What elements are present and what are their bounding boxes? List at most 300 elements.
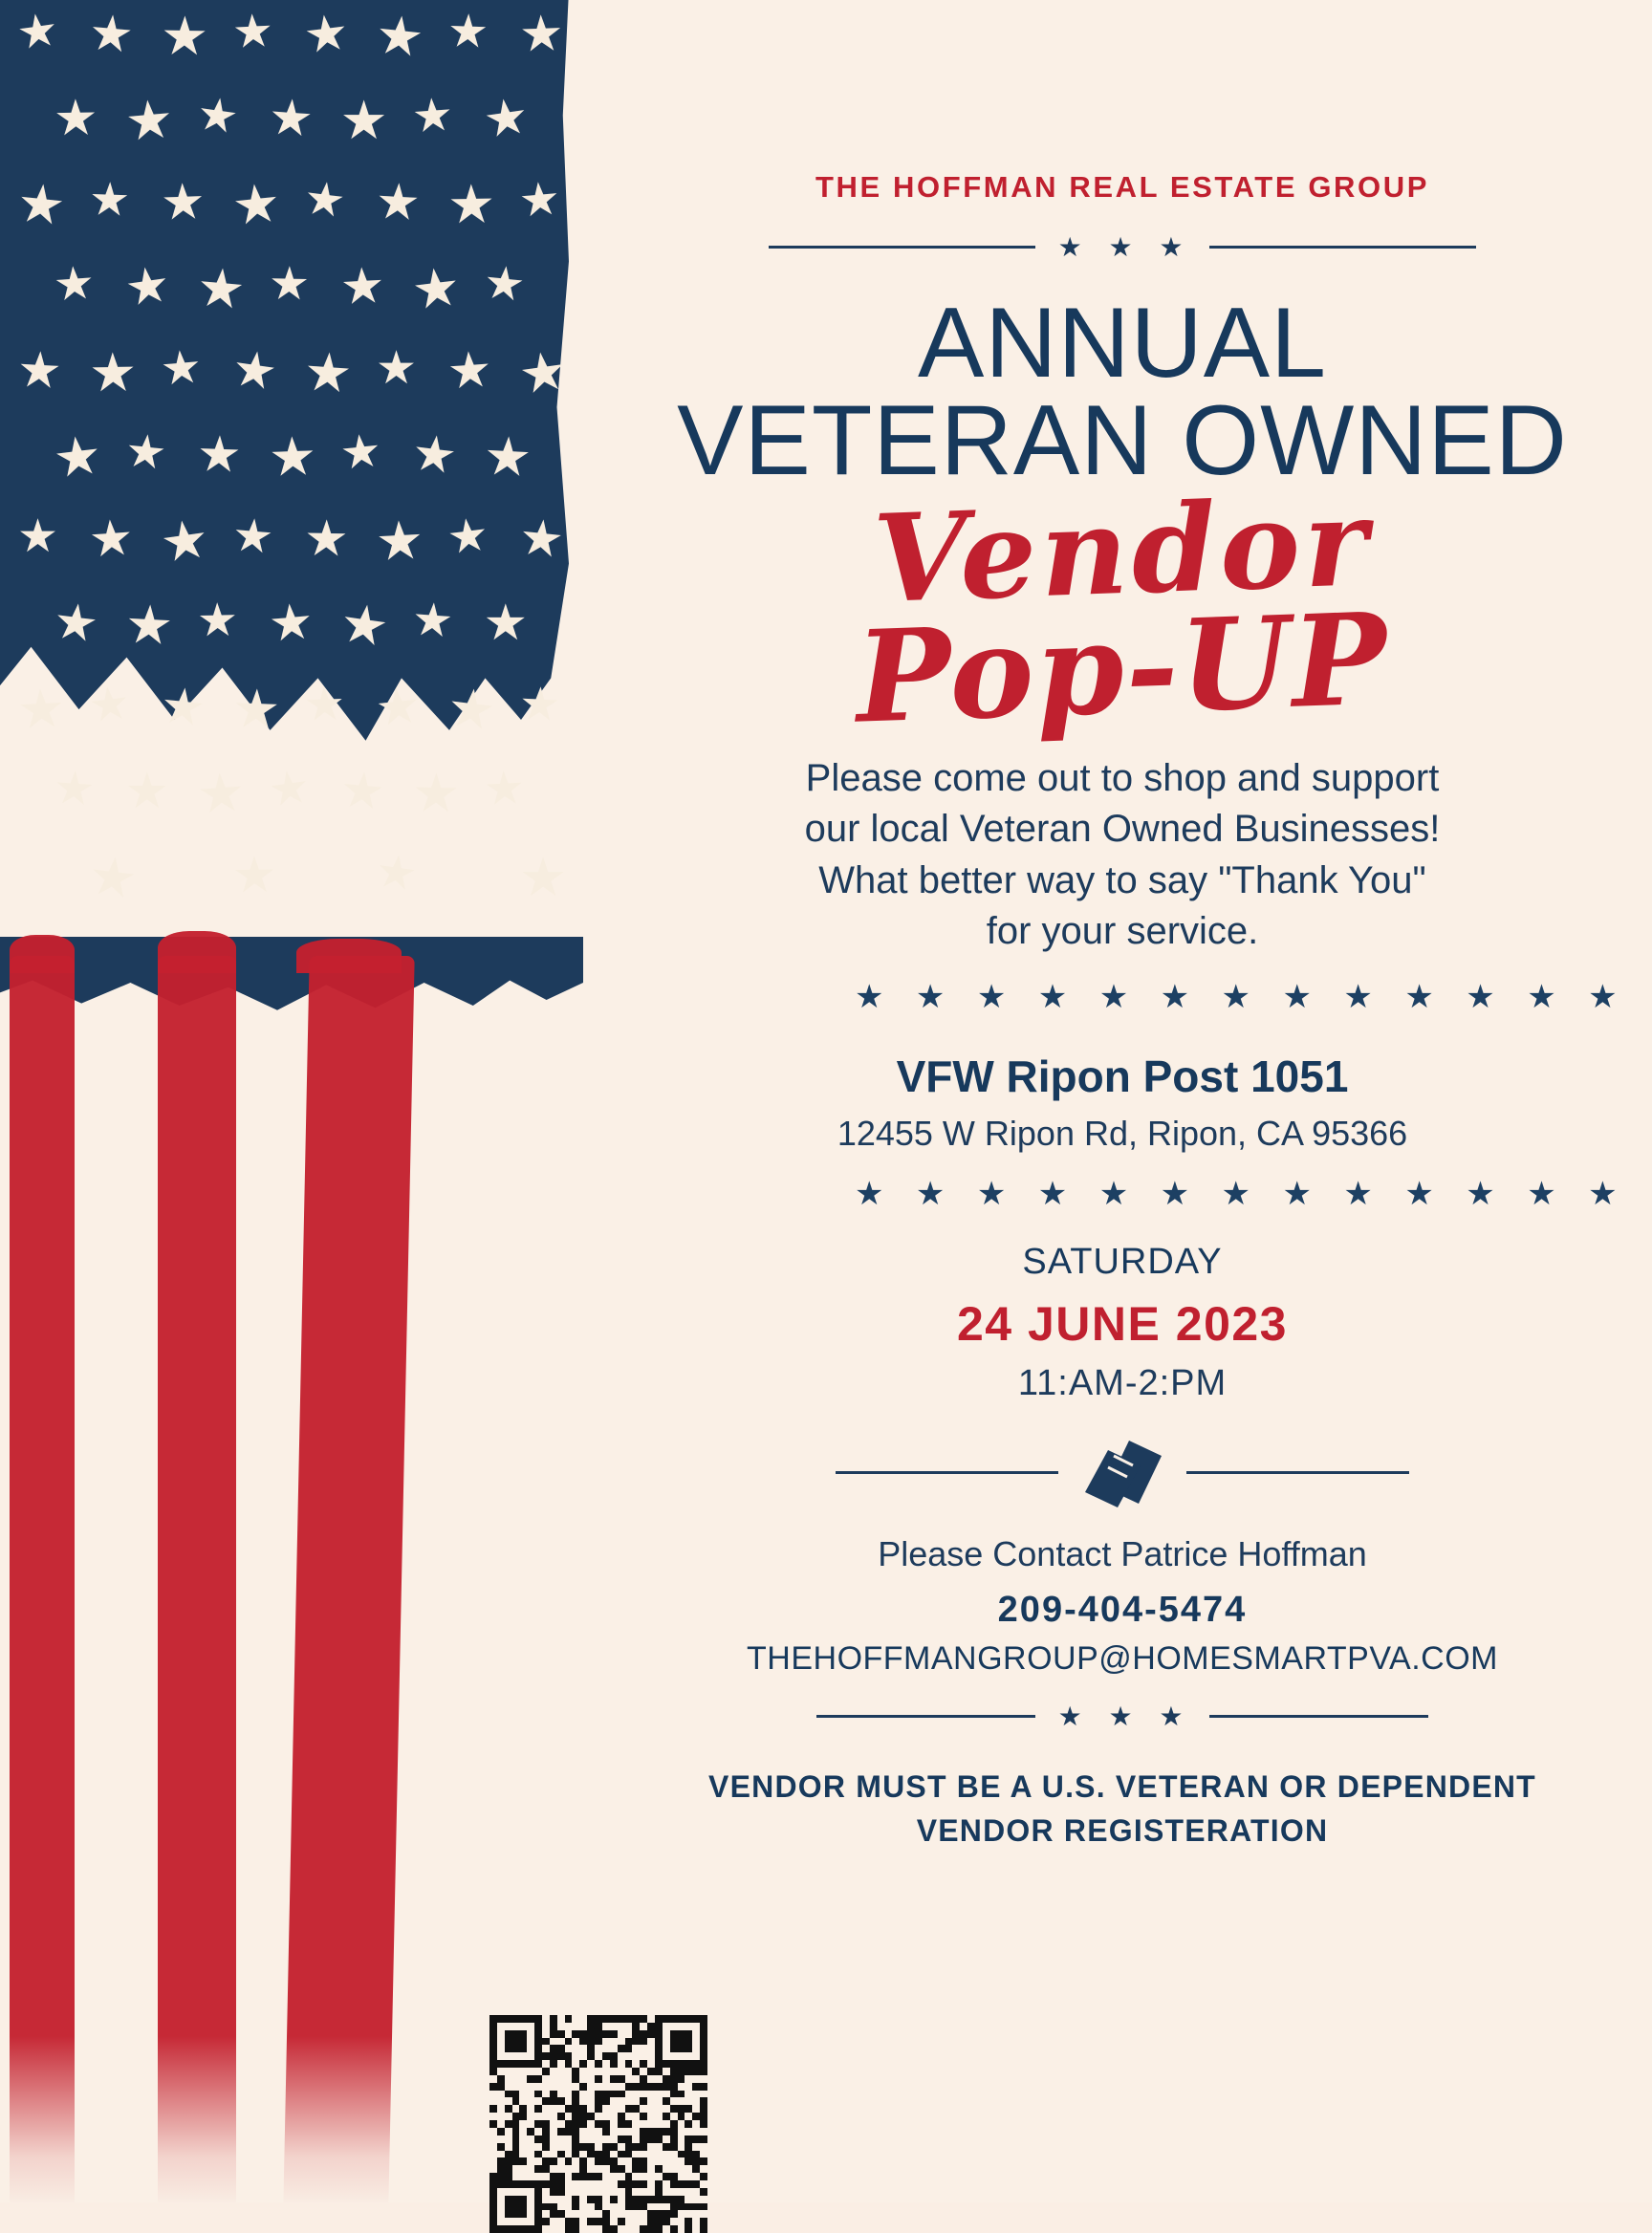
qr-module <box>542 2203 550 2211</box>
qr-module <box>610 2015 618 2023</box>
qr-module <box>579 2210 587 2218</box>
ticket-icon <box>1079 1437 1165 1509</box>
qr-module <box>489 2143 497 2151</box>
qr-module <box>557 2157 565 2165</box>
qr-module <box>550 2157 557 2165</box>
qr-module <box>640 2105 647 2113</box>
qr-module <box>640 2120 647 2128</box>
qr-module <box>527 2157 534 2165</box>
qr-module <box>632 2105 640 2113</box>
qr-module <box>595 2023 602 2030</box>
qr-module <box>557 2188 565 2196</box>
description-text: Please come out to shop and support our local Veteran Owned Businesses! What better way to say "Thank You" for your service. <box>804 757 1441 952</box>
qr-module <box>670 2023 678 2030</box>
qr-module <box>632 2015 640 2023</box>
qr-module <box>595 2128 602 2135</box>
flag-star: ★ <box>121 87 176 153</box>
qr-module <box>632 2210 640 2218</box>
qr-module <box>587 2151 595 2158</box>
qr-module <box>655 2143 663 2151</box>
qr-module <box>640 2038 647 2046</box>
flag-star: ★ <box>229 509 276 564</box>
qr-module <box>670 2060 678 2068</box>
qr-module <box>678 2165 685 2173</box>
qr-module <box>579 2045 587 2052</box>
qr-module <box>512 2210 520 2218</box>
qr-module <box>655 2157 663 2165</box>
qr-module <box>610 2052 618 2060</box>
qr-module <box>587 2203 595 2211</box>
contact-email[interactable]: THEHOFFMANGROUP@HOMESMARTPVA.COM <box>747 1639 1498 1677</box>
qr-module <box>692 2113 700 2120</box>
qr-module <box>700 2113 707 2120</box>
qr-module <box>489 2052 497 2060</box>
qr-module <box>527 2113 534 2120</box>
qr-module <box>678 2045 685 2052</box>
qr-module <box>632 2038 640 2046</box>
qr-module <box>595 2203 602 2211</box>
qr-module <box>550 2173 557 2180</box>
qr-module <box>678 2038 685 2046</box>
qr-module <box>595 2218 602 2225</box>
qr-module <box>579 2030 587 2038</box>
qr-module <box>505 2165 512 2173</box>
qr-module <box>579 2075 587 2083</box>
qr-module <box>700 2196 707 2203</box>
qr-module <box>595 2097 602 2105</box>
flag-stripe <box>10 956 75 2202</box>
qr-module <box>655 2188 663 2196</box>
qr-module <box>550 2135 557 2143</box>
qr-module <box>640 2157 647 2165</box>
qr-module <box>678 2023 685 2030</box>
qr-module <box>632 2180 640 2188</box>
qr-module <box>489 2045 497 2052</box>
qr-module <box>640 2165 647 2173</box>
qr-module <box>489 2218 497 2225</box>
qr-module <box>505 2075 512 2083</box>
qr-module <box>640 2188 647 2196</box>
qr-module <box>505 2180 512 2188</box>
qr-module <box>519 2218 527 2225</box>
qr-module <box>640 2060 647 2068</box>
qr-module <box>625 2075 633 2083</box>
qr-module <box>587 2045 595 2052</box>
qr-module <box>512 2180 520 2188</box>
qr-module <box>550 2045 557 2052</box>
qr-module <box>670 2068 678 2075</box>
flag-star: ★ <box>49 423 105 489</box>
qr-module <box>602 2157 610 2165</box>
contact-person: Please Contact Patrice Hoffman <box>878 1533 1367 1573</box>
qr-module <box>602 2091 610 2098</box>
qr-module <box>625 2091 633 2098</box>
qr-module <box>625 2173 633 2180</box>
qr-module <box>542 2030 550 2038</box>
qr-module <box>618 2151 625 2158</box>
qr-module <box>655 2060 663 2068</box>
qr-module <box>527 2060 534 2068</box>
qr-module <box>655 2225 663 2233</box>
qr-module <box>670 2045 678 2052</box>
qr-module <box>519 2157 527 2165</box>
qr-module <box>640 2128 647 2135</box>
qr-module <box>550 2203 557 2211</box>
qr-module <box>565 2113 573 2120</box>
qr-module <box>602 2045 610 2052</box>
qr-module <box>663 2203 670 2211</box>
qr-module <box>685 2015 692 2023</box>
qr-module <box>542 2105 550 2113</box>
qr-module <box>640 2203 647 2211</box>
qr-module <box>632 2128 640 2135</box>
qr-module <box>647 2030 655 2038</box>
qr-module <box>565 2180 573 2188</box>
flag-star: ★ <box>444 676 499 742</box>
divider-line-left <box>769 246 1035 249</box>
qr-module <box>640 2068 647 2075</box>
qr-module <box>505 2060 512 2068</box>
qr-module <box>632 2060 640 2068</box>
qr-module <box>519 2083 527 2091</box>
qr-module <box>595 2038 602 2046</box>
flag-star: ★ <box>86 5 137 64</box>
qr-module <box>663 2157 670 2165</box>
qr-module <box>685 2075 692 2083</box>
qr-module <box>550 2113 557 2120</box>
qr-module <box>692 2218 700 2225</box>
qr-module <box>534 2120 542 2128</box>
venue-address: 12455 W Ripon Rd, Ripon, CA 95366 <box>837 1113 1408 1153</box>
qr-module <box>625 2180 633 2188</box>
qr-module <box>685 2052 692 2060</box>
qr-module <box>497 2030 505 2038</box>
qr-module <box>692 2045 700 2052</box>
qr-module <box>565 2097 573 2105</box>
qr-module <box>625 2218 633 2225</box>
qr-module <box>579 2120 587 2128</box>
qr-module <box>489 2157 497 2165</box>
page-title <box>593 288 1652 496</box>
qr-module <box>685 2196 692 2203</box>
qr-module <box>565 2015 573 2023</box>
qr-module <box>579 2128 587 2135</box>
qr-module <box>595 2120 602 2128</box>
qr-module <box>587 2075 595 2083</box>
qr-module <box>625 2097 633 2105</box>
qr-module <box>640 2151 647 2158</box>
qr-module <box>685 2030 692 2038</box>
qr-module <box>497 2068 505 2075</box>
flag-star: ★ <box>17 511 59 562</box>
qr-module <box>519 2097 527 2105</box>
qr-module <box>497 2015 505 2023</box>
qr-module <box>640 2030 647 2038</box>
qr-module <box>678 2128 685 2135</box>
flag-star: ★ <box>121 424 169 481</box>
qr-module <box>678 2180 685 2188</box>
qr-module <box>655 2218 663 2225</box>
flag-star: ★ <box>409 594 455 648</box>
qr-module <box>625 2157 633 2165</box>
qr-module <box>595 2173 602 2180</box>
qr-module <box>670 2135 678 2143</box>
qr-module <box>565 2210 573 2218</box>
qr-module <box>550 2165 557 2173</box>
qr-module <box>655 2083 663 2091</box>
qr-module <box>610 2151 618 2158</box>
qr-module <box>519 2038 527 2046</box>
flag-stripe <box>158 956 236 2202</box>
qr-module <box>512 2091 520 2098</box>
qr-module <box>692 2052 700 2060</box>
qr-module <box>640 2045 647 2052</box>
qr-module <box>632 2097 640 2105</box>
qr-module <box>505 2203 512 2211</box>
qr-module <box>497 2105 505 2113</box>
qr-module <box>602 2151 610 2158</box>
qr-module <box>505 2083 512 2091</box>
divider-line-right <box>1209 246 1476 249</box>
qr-module <box>602 2188 610 2196</box>
qr-module <box>519 2173 527 2180</box>
qr-module <box>700 2068 707 2075</box>
qr-module <box>527 2151 534 2158</box>
qr-module <box>640 2091 647 2098</box>
qr-module <box>587 2225 595 2233</box>
qr-module <box>572 2068 579 2075</box>
qr-module <box>595 2113 602 2120</box>
qr-module <box>655 2045 663 2052</box>
ticket-divider-line-left <box>836 1471 1058 1474</box>
qr-module <box>595 2196 602 2203</box>
flag-stripe <box>283 956 414 2202</box>
qr-module <box>579 2188 587 2196</box>
qr-module <box>557 2113 565 2120</box>
qr-module <box>625 2120 633 2128</box>
qr-module <box>565 2060 573 2068</box>
vendor-requirement-line-2: VENDOR REGISTERATION <box>916 1813 1329 1849</box>
qr-module <box>512 2060 520 2068</box>
qr-module <box>647 2091 655 2098</box>
qr-module <box>625 2045 633 2052</box>
qr-module <box>647 2015 655 2023</box>
qr-module <box>527 2091 534 2098</box>
qr-module <box>595 2225 602 2233</box>
qr-module <box>519 2113 527 2120</box>
qr-module <box>692 2075 700 2083</box>
qr-module <box>632 2225 640 2233</box>
qr-module <box>512 2165 520 2173</box>
qr-module <box>663 2128 670 2135</box>
qr-module <box>542 2083 550 2091</box>
qr-module <box>527 2218 534 2225</box>
qr-module <box>527 2097 534 2105</box>
qr-module <box>610 2120 618 2128</box>
qr-module <box>519 2045 527 2052</box>
qr-module <box>527 2120 534 2128</box>
qr-module <box>595 2105 602 2113</box>
footer-divider-line-left <box>816 1715 1035 1718</box>
flag-star: ★ <box>196 595 238 647</box>
qr-module <box>519 2068 527 2075</box>
flag-star: ★ <box>88 174 131 227</box>
qr-module <box>625 2135 633 2143</box>
qr-module <box>587 2128 595 2135</box>
qr-module <box>512 2105 520 2113</box>
qr-module <box>572 2075 579 2083</box>
qr-module <box>670 2143 678 2151</box>
qr-module <box>670 2120 678 2128</box>
qr-module <box>632 2052 640 2060</box>
qr-module <box>663 2188 670 2196</box>
qr-module <box>572 2030 579 2038</box>
flag-star: ★ <box>160 5 209 67</box>
qr-module <box>595 2091 602 2098</box>
qr-module <box>670 2203 678 2211</box>
qr-module <box>685 2151 692 2158</box>
qr-module <box>647 2203 655 2211</box>
qr-module <box>595 2135 602 2143</box>
qr-module <box>534 2225 542 2233</box>
qr-module <box>519 2120 527 2128</box>
qr-module <box>572 2143 579 2151</box>
qr-module <box>579 2157 587 2165</box>
qr-module <box>512 2128 520 2135</box>
qr-module <box>700 2210 707 2218</box>
qr-module <box>625 2030 633 2038</box>
qr-module <box>655 2151 663 2158</box>
qr-module <box>557 2210 565 2218</box>
qr-module <box>542 2068 550 2075</box>
qr-module <box>519 2060 527 2068</box>
qr-module <box>550 2196 557 2203</box>
script-title <box>593 470 1652 752</box>
qr-module <box>640 2023 647 2030</box>
qr-module <box>663 2015 670 2023</box>
qr-module <box>542 2143 550 2151</box>
qr-module <box>610 2180 618 2188</box>
qr-module <box>519 2075 527 2083</box>
qr-module <box>670 2188 678 2196</box>
flag-star: ★ <box>518 6 565 63</box>
qr-module <box>572 2157 579 2165</box>
qr-module <box>587 2052 595 2060</box>
qr-module <box>692 2143 700 2151</box>
flag-star: ★ <box>122 593 175 657</box>
qr-module <box>647 2128 655 2135</box>
qr-module <box>572 2151 579 2158</box>
qr-module <box>565 2128 573 2135</box>
qr-module <box>572 2052 579 2060</box>
qr-module <box>587 2030 595 2038</box>
qr-module <box>655 2105 663 2113</box>
qr-module <box>497 2083 505 2091</box>
footer-divider-stars-icon: ★ ★ ★ <box>1057 1701 1193 1731</box>
qr-module <box>572 2023 579 2030</box>
qr-module <box>512 2143 520 2151</box>
qr-module <box>557 2135 565 2143</box>
qr-module <box>505 2068 512 2075</box>
qr-module <box>618 2196 625 2203</box>
qr-module <box>587 2091 595 2098</box>
flag-star: ★ <box>266 594 315 653</box>
qr-module <box>685 2120 692 2128</box>
qr-module <box>618 2120 625 2128</box>
qr-module <box>670 2151 678 2158</box>
qr-module <box>550 2105 557 2113</box>
qr-module <box>534 2180 542 2188</box>
flag-star: ★ <box>517 678 562 732</box>
qr-module <box>618 2225 625 2233</box>
flag-star: ★ <box>519 847 568 907</box>
qr-module <box>572 2091 579 2098</box>
qr-module <box>625 2203 633 2211</box>
qr-code[interactable] <box>489 2015 707 2233</box>
flag-star: ★ <box>156 507 213 575</box>
flag-star: ★ <box>124 764 170 819</box>
qr-module <box>647 2052 655 2060</box>
qr-module <box>602 2225 610 2233</box>
flag-star: ★ <box>480 256 528 313</box>
flag-star: ★ <box>51 257 97 312</box>
qr-module <box>618 2060 625 2068</box>
qr-module <box>602 2023 610 2030</box>
qr-module <box>565 2196 573 2203</box>
contact-phone[interactable]: 209-404-5474 <box>997 1589 1248 1630</box>
qr-module <box>542 2180 550 2188</box>
qr-module <box>512 2030 520 2038</box>
qr-module <box>527 2030 534 2038</box>
qr-module <box>602 2075 610 2083</box>
qr-module <box>519 2203 527 2211</box>
qr-module <box>647 2157 655 2165</box>
qr-module <box>663 2023 670 2030</box>
qr-module <box>618 2165 625 2173</box>
qr-module <box>647 2151 655 2158</box>
qr-module <box>512 2157 520 2165</box>
qr-module <box>595 2143 602 2151</box>
qr-module <box>647 2188 655 2196</box>
qr-module <box>542 2135 550 2143</box>
qr-module <box>595 2068 602 2075</box>
qr-module <box>550 2052 557 2060</box>
qr-module <box>542 2157 550 2165</box>
flag-star: ★ <box>267 425 317 488</box>
qr-module <box>632 2173 640 2180</box>
flag-star: ★ <box>514 338 572 406</box>
qr-module <box>685 2038 692 2046</box>
qr-module <box>489 2060 497 2068</box>
qr-module <box>663 2180 670 2188</box>
qr-module <box>602 2083 610 2091</box>
qr-module <box>519 2165 527 2173</box>
qr-module <box>534 2060 542 2068</box>
qr-module <box>557 2083 565 2091</box>
qr-module <box>678 2068 685 2075</box>
qr-module <box>527 2075 534 2083</box>
qr-module <box>647 2180 655 2188</box>
qr-module <box>489 2128 497 2135</box>
flag-star: ★ <box>301 340 355 404</box>
qr-module <box>647 2196 655 2203</box>
qr-module <box>625 2143 633 2151</box>
qr-module <box>587 2143 595 2151</box>
qr-module <box>579 2023 587 2030</box>
flag-star: ★ <box>268 258 310 311</box>
qr-module <box>618 2135 625 2143</box>
qr-module <box>700 2203 707 2211</box>
